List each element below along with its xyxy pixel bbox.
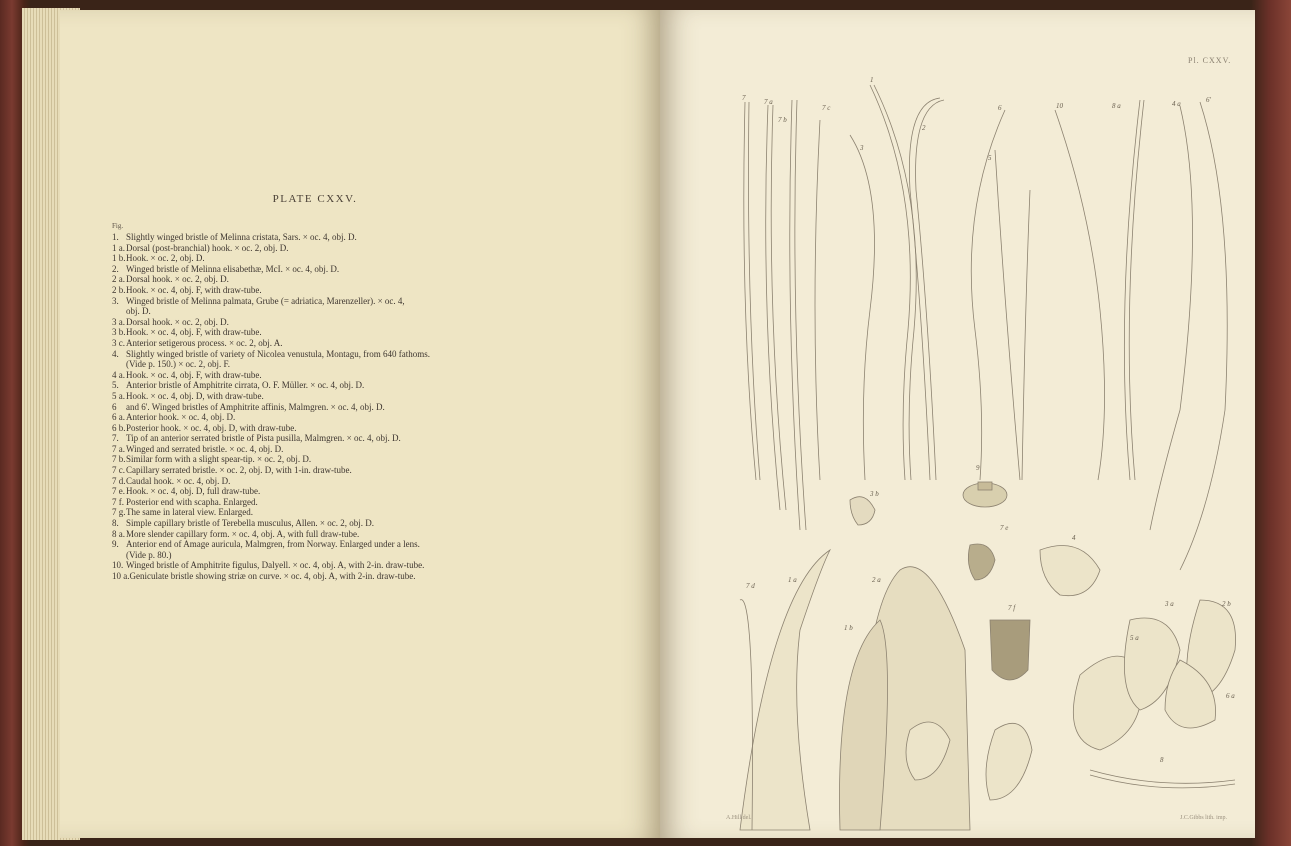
caption-text: Hook. × oc. 4, obj. F, with draw-tube. — [126, 369, 262, 380]
caption-number: 6 b. — [112, 422, 126, 433]
caption-number: 1 b. — [112, 253, 126, 264]
bristle-fig-9 — [1022, 190, 1030, 480]
caption-line — [112, 359, 542, 370]
caption-line — [112, 264, 542, 275]
caption-text: Winged and serrated bristle. × oc. 4, obj. D. — [126, 443, 284, 454]
bristle-fig-5 — [995, 150, 1020, 480]
plate-illustrations — [660, 10, 1255, 838]
hook-fig-7f — [990, 620, 1030, 680]
hook-fig-1b — [840, 620, 888, 830]
caption-text: Posterior hook. × oc. 4, obj. D, with draw-tube. — [126, 422, 297, 433]
caption-line — [112, 232, 542, 243]
caption-text: Hook. × oc. 4, obj. D, with draw-tube. — [126, 390, 264, 401]
caption-text: Dorsal (post-branchial) hook. × oc. 2, obj. D. — [126, 242, 289, 253]
caption-text: Slightly winged bristle of Melinna cristata, Sars. × oc. 4, obj. D. — [126, 232, 357, 242]
figure-label: 3 a — [1165, 600, 1174, 608]
caption-line — [112, 465, 542, 476]
caption-text: Winged bristle of Amphitrite figulus, Dalyell. × oc. 4, obj. A, with 2-in. draw-tube. — [126, 560, 425, 571]
figure-label: 7 c — [822, 104, 831, 112]
bristle-fig-2 — [916, 100, 944, 480]
printer-credit: J.C.Gibbs lith. imp. — [1180, 815, 1228, 821]
caption-line — [112, 296, 542, 307]
caption-number: 5 a. — [112, 390, 125, 401]
caption-number: 10. — [112, 560, 124, 571]
caption-number: 7 b. — [112, 454, 126, 465]
caption-text: Slightly winged bristle of variety of Nicolea venustula, Montagu, from 640 fathoms. — [126, 348, 430, 359]
bristle-fig-6-prime — [1180, 102, 1227, 570]
caption-number: 2. — [112, 263, 119, 274]
figure-heading: Fig. — [112, 222, 124, 230]
caption-text: Hook. × oc. 4, obj. F, with draw-tube. — [126, 327, 262, 338]
bristle-fig-8a — [1129, 100, 1144, 480]
caption-line — [112, 497, 542, 508]
bristle-fig-7b — [795, 100, 806, 530]
book-binding-right — [1251, 0, 1291, 846]
figure-label: 7 b — [778, 116, 787, 124]
caption-number: 3 c. — [112, 337, 125, 348]
caption-line — [112, 529, 542, 540]
caption-text: Geniculate bristle showing striæ on curve. × oc. 4, obj. A, with 2-in. draw-tube. — [129, 571, 416, 581]
caption-number: 1 a. — [112, 242, 125, 253]
bristle-fig-7b — [790, 100, 800, 530]
figure-label: 2 a — [872, 576, 881, 584]
figure-label: 5 — [988, 154, 992, 162]
caption-text: Similar form with a slight spear-tip. × oc. 2, obj. D. — [126, 454, 312, 465]
caption-line — [112, 391, 542, 402]
caption-line — [112, 243, 542, 254]
caption-text: Anterior end of Amage auricula, Malmgren, from Norway. Enlarged under a lens. — [126, 539, 420, 550]
caption-text: Caudal hook. × oc. 4, obj. D. — [126, 475, 231, 486]
caption-text: (Vide p. 80.) — [126, 549, 172, 560]
caption-number: 3 a. — [112, 316, 125, 327]
caption-number: 7. — [112, 433, 119, 444]
figure-label: 4 — [1072, 534, 1076, 542]
caption-line — [112, 423, 542, 434]
caption-number: 7 d. — [112, 475, 126, 486]
caption-line — [112, 285, 542, 296]
figure-label: 1 a — [788, 576, 797, 584]
caption-text: Anterior bristle of Amphitrite cirrata, O. F. Müller. × oc. 4, obj. D. — [126, 380, 365, 391]
caption-text: Hook. × oc. 4, obj. F, with draw-tube. — [126, 284, 262, 295]
caption-line — [112, 349, 542, 360]
caption-number: 7 e. — [112, 486, 125, 497]
caption-number: 7 g. — [112, 507, 126, 518]
caption-line — [112, 327, 542, 338]
caption-line — [112, 338, 542, 349]
figure-label: 9 — [976, 464, 980, 472]
caption-number: 8 a. — [112, 528, 125, 539]
figure-label: 5 a — [1130, 634, 1139, 642]
caption-line — [112, 454, 542, 465]
caption-number: 2 b. — [112, 284, 126, 295]
caption-line — [112, 380, 542, 391]
caption-number: 5. — [112, 380, 119, 391]
caption-line — [112, 370, 542, 381]
figure-label: 7 — [742, 94, 746, 102]
figure-label: 4 a — [1172, 100, 1181, 108]
caption-line — [112, 433, 542, 444]
figure-label: 2 — [922, 124, 926, 132]
figure-label: 8 — [1160, 756, 1164, 764]
caption-line — [112, 412, 542, 423]
caption-line — [112, 402, 542, 413]
figure-label: 6 — [998, 104, 1002, 112]
figure-label: 1 — [870, 76, 874, 84]
caption-line — [112, 550, 542, 561]
caption-number: 3 b. — [112, 327, 126, 338]
caption-text: (Vide p. 150.) × oc. 2, obj. F. — [126, 359, 231, 370]
caption-text: More slender capillary form. × oc. 4, obj. A, with full draw-tube. — [126, 528, 360, 539]
plate-number: Pl. CXXV. — [1188, 56, 1232, 65]
caption-text: Winged bristle of Melinna elisabethæ, McI. × oc. 4, obj. D. — [126, 263, 340, 274]
caption-line — [112, 571, 542, 582]
hook-fig-4 — [1040, 546, 1100, 596]
caption-number: 10 a. — [112, 571, 130, 581]
bristle-fig-7a — [771, 105, 786, 510]
caption-text: and 6'. Winged bristles of Amphitrite affinis, Malmgren. × oc. 4, obj. D. — [126, 401, 385, 412]
caption-text: Dorsal hook. × oc. 2, obj. D. — [126, 316, 229, 327]
caption-line — [112, 253, 542, 264]
caption-line — [112, 518, 542, 529]
caption-text: Anterior hook. × oc. 4, obj. D. — [126, 412, 236, 423]
bristle-fig-8 — [1090, 770, 1235, 783]
figure-label: 7 f — [1008, 604, 1016, 612]
hook-fig-1a — [740, 550, 830, 830]
figure-label: 8 a — [1112, 102, 1121, 110]
caption-line — [112, 306, 542, 317]
caption-number: 4 a. — [112, 369, 125, 380]
hook-fig-3a-lower — [986, 723, 1032, 800]
caption-line — [112, 539, 542, 550]
bristle-fig-10 — [1055, 110, 1105, 480]
caption-line — [112, 444, 542, 455]
caption-line — [112, 486, 542, 497]
caption-text: Winged bristle of Melinna palmata, Grube (= adriatica, Marenzeller). × oc. 4, — [126, 295, 405, 306]
caption-number: 7 c. — [112, 465, 125, 476]
figure-label: 6 a — [1226, 692, 1235, 700]
caption-number: 8. — [112, 518, 119, 529]
caption-text: Tip of an anterior serrated bristle of Pista pusilla, Malmgren. × oc. 4, obj. D. — [126, 433, 401, 444]
caption-text: Simple capillary bristle of Terebella musculus, Allen. × oc. 2, obj. D. — [126, 518, 374, 529]
process-fig-3c — [978, 482, 992, 490]
plate-title: PLATE CXXV. — [272, 193, 358, 205]
caption-number: 2 a. — [112, 274, 125, 285]
caption-list — [112, 232, 542, 582]
caption-number: 6 a. — [112, 412, 125, 423]
caption-line — [112, 476, 542, 487]
bristle-fig-7c — [815, 120, 820, 480]
caption-number: 7 f. — [112, 496, 124, 507]
hook-fig-3b — [850, 497, 875, 525]
caption-line — [112, 507, 542, 518]
caption-text: Dorsal hook. × oc. 2, obj. D. — [126, 274, 229, 285]
caption-number: 1. — [112, 232, 119, 242]
artist-credit: A.Hill del. — [726, 815, 752, 821]
bristle-fig-6 — [971, 110, 1005, 480]
caption-number: 4. — [112, 348, 119, 359]
caption-text: Hook. × oc. 2, obj. D. — [126, 253, 205, 264]
caption-number: 6 — [112, 401, 117, 412]
figure-label: 7 a — [764, 98, 773, 106]
caption-line — [112, 274, 542, 285]
caption-text: obj. D. — [126, 306, 151, 317]
caption-text: Capillary serrated bristle. × oc. 2, obj. D, with 1-in. draw-tube. — [126, 465, 352, 476]
caption-text: Hook. × oc. 4, obj. D, full draw-tube. — [126, 486, 261, 497]
figure-label: 2 b — [1222, 600, 1231, 608]
figure-label: 3 b — [870, 490, 879, 498]
caption-text: Posterior end with scapha. Enlarged. — [126, 496, 258, 507]
caption-number: 9. — [112, 539, 119, 550]
bristle-fig-8a — [1124, 100, 1140, 480]
caption-line — [112, 317, 542, 328]
hook-fig-7e — [968, 544, 995, 580]
bristle-fig-8 — [1090, 775, 1235, 788]
figure-label: 7 e — [1000, 524, 1009, 532]
figure-label: 3 — [860, 144, 864, 152]
caption-text: Anterior setigerous process. × oc. 2, obj. A. — [126, 337, 283, 348]
caption-number: 3. — [112, 295, 119, 306]
caption-line — [112, 560, 542, 571]
caption-number: 7 a. — [112, 443, 125, 454]
bristle-fig-3 — [850, 135, 875, 480]
bristle-fig-7 — [748, 102, 760, 480]
bristle-fig-4a — [1150, 106, 1193, 530]
figure-label: 1 b — [844, 624, 853, 632]
bristle-fig-1 — [870, 85, 910, 480]
figure-label: 7 d — [746, 582, 755, 590]
figure-label: 6' — [1206, 96, 1211, 104]
figure-label: 10 — [1056, 102, 1063, 110]
caption-text: The same in lateral view. Enlarged. — [126, 507, 253, 518]
